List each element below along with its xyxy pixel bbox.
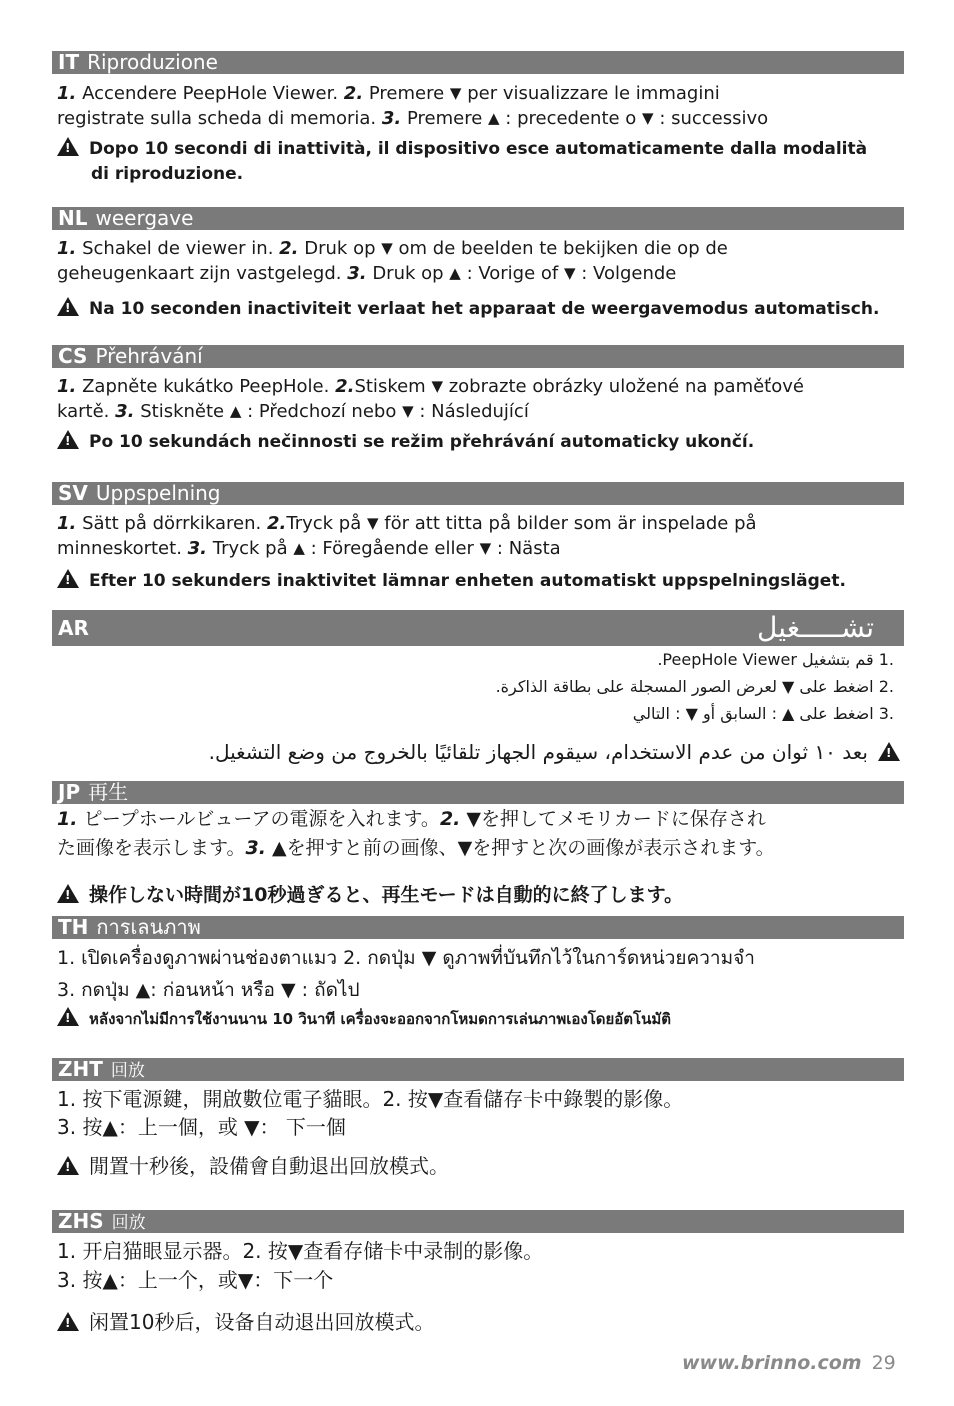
warning-icon <box>57 1007 79 1026</box>
instruction-line <box>57 836 775 860</box>
section-title: 回放 <box>111 1213 146 1233</box>
instruction-line <box>57 261 676 286</box>
section-code: IT <box>58 51 80 74</box>
text: Schakel de viewer in. <box>76 238 280 259</box>
warning-line <box>57 569 846 593</box>
instruction-line: 1. เปิดเครื่องดูภาพผ่านช่องตาแมว 2. กดปุ่ม ▼ ดูภาพที่บันทึกไว้ในการ์ดหน่วยความจำ <box>57 947 755 969</box>
section-code: TH <box>58 916 89 939</box>
text: : Volgende <box>575 263 677 284</box>
warning-line <box>57 137 867 161</box>
down-arrow-icon: ▼ <box>479 539 492 557</box>
warning-text: 閒置十秒後，設備會自動退出回放模式。 <box>89 1154 449 1178</box>
instruction-line <box>57 807 766 831</box>
down-arrow-icon: ▼ <box>366 514 379 532</box>
up-arrow-icon: ▲ <box>449 264 461 282</box>
text: geheugenkaart zijn vastgelegd. <box>57 263 348 284</box>
section-header-jp <box>52 781 904 804</box>
text: zobrazte obrázky uložené na paměťové <box>442 376 804 397</box>
text: : Vorige of <box>460 263 564 284</box>
step-number: 2. <box>266 513 287 534</box>
instruction-line: .2 اضغط على ▼ لعرض الصور المسجلة على بطاقة الذاكرة. <box>495 677 894 696</box>
step-number: 3. <box>381 108 402 129</box>
section-title: 回放 <box>110 1061 145 1081</box>
section-code: JP <box>58 781 81 804</box>
section-header-ar <box>52 610 904 646</box>
warning-icon <box>57 884 79 903</box>
warning-line <box>57 1310 434 1334</box>
text: Stiskněte <box>134 401 230 422</box>
section-code: ZHT <box>58 1058 103 1081</box>
step-number: 1. <box>57 376 77 397</box>
up-arrow-icon: ▲ <box>488 109 500 127</box>
instruction-line <box>57 374 804 399</box>
instruction-line: .3 اضغط على ▲ : السابق أو ▼ : التالي <box>632 704 894 723</box>
up-arrow-icon: ▲ <box>293 539 305 557</box>
text: per visualizzare le immagini <box>461 83 720 104</box>
warning-line <box>91 162 243 186</box>
instruction-line <box>57 399 529 424</box>
text: : successivo <box>653 108 769 129</box>
section-header-it <box>52 51 904 74</box>
warning-icon <box>57 297 79 316</box>
text: Tryck på <box>207 538 294 559</box>
section-header-zhs <box>52 1210 904 1233</box>
text: Zapněte kukátko PeepHole. <box>76 376 336 397</box>
instruction-line: 3. 按▲：上一个，或▼：下一个 <box>57 1268 334 1292</box>
instruction-line: 3. 按▲：上一個，或 ▼： 下一個 <box>57 1115 346 1139</box>
warning-line <box>209 740 900 766</box>
step-number: 2. <box>335 376 355 397</box>
text: : Föregående eller <box>304 538 480 559</box>
section-title: Přehrávání <box>95 345 203 368</box>
section-title: تشـــــغيل <box>757 611 874 644</box>
website-link[interactable]: www.brinno.com <box>682 1352 862 1374</box>
warning-icon <box>57 569 79 588</box>
step-number: 2. <box>343 83 364 104</box>
step-number: 3. <box>347 263 367 284</box>
text: Stiskem <box>354 376 432 397</box>
instruction-line: 1. 开启猫眼显示器。2. 按▼查看存储卡中录制的影像。 <box>57 1239 544 1263</box>
step-number: 2. <box>439 808 461 830</box>
instruction-line <box>57 236 728 261</box>
section-title: การเลนภาพ <box>96 916 201 939</box>
section-code: NL <box>58 207 88 230</box>
text: Premere <box>363 83 450 104</box>
text: kartě. <box>57 401 116 422</box>
text: minneskortet. <box>57 538 188 559</box>
section-header-zht <box>52 1058 904 1081</box>
text: : Nästa <box>491 538 561 559</box>
warning-text: Na 10 seconden inactiviteit verlaat het apparaat de weergavemodus automatisch. <box>89 299 880 319</box>
section-code: SV <box>58 482 88 505</box>
warning-line <box>57 883 683 907</box>
down-arrow-icon: ▼ <box>642 109 654 127</box>
warning-icon <box>878 742 900 761</box>
step-number: 2. <box>279 238 299 259</box>
text: Tryck på <box>286 513 367 534</box>
warning-text: di riproduzione. <box>91 164 244 184</box>
warning-text: 闲置10秒后，设备自动退出回放模式。 <box>89 1310 435 1334</box>
down-arrow-icon: ▼ <box>431 377 443 395</box>
step-number: 1. <box>57 238 77 259</box>
warning-line <box>57 1154 449 1178</box>
warning-text: Efter 10 sekunders inaktivitet lämnar enheten automatiskt uppspelningsläget. <box>89 571 846 591</box>
section-title: 再生 <box>88 781 129 804</box>
warning-line <box>57 430 754 454</box>
text: Accendere PeepHole Viewer. <box>76 83 344 104</box>
warning-icon <box>57 430 79 449</box>
section-header-nl <box>52 207 904 230</box>
section-title: Riproduzione <box>87 51 218 74</box>
text: ▲を押すと前の画像、▼を押すと次の画像が表示されます。 <box>265 837 775 859</box>
step-number: 1. <box>57 513 77 534</box>
text: : Následující <box>413 401 529 422</box>
section-code: ZHS <box>58 1210 104 1233</box>
text: た画像を表示します。 <box>57 837 246 859</box>
warning-text: Dopo 10 secondi di inattività, il dispositivo esce automaticamente dalla modalità <box>89 139 868 159</box>
text: för att titta på bilder som är inspelade på <box>378 513 757 534</box>
step-number: 1. <box>57 808 78 830</box>
instruction-line: 3. กดปุ่ม ▲: ก่อนหน้า หรือ ▼ : ถัดไป <box>57 979 360 1001</box>
down-arrow-icon: ▼ <box>381 239 393 257</box>
section-title: Uppspelning <box>95 482 221 505</box>
text: ピープホールビューアの電源を入れます。 <box>77 808 440 830</box>
warning-text: หลังจากไม่มีการใช้งานนาน 10 วินาที เครื่องจะออกจากโหมดการเล่นภาพเองโดยอัตโนมัติ <box>89 1010 671 1028</box>
text: : precedente o <box>499 108 643 129</box>
section-header-sv <box>52 482 904 505</box>
section-code: CS <box>58 345 88 368</box>
step-number: 3. <box>245 837 266 859</box>
instruction-line: .1 قم بتشغيل PeepHole Viewer. <box>657 650 894 669</box>
text: Druk op <box>298 238 382 259</box>
section-header-th <box>52 916 904 939</box>
step-number: 1. <box>57 83 77 104</box>
text: ▼を押してメモリカードに保存され <box>460 808 766 830</box>
text: Sätt på dörrkikaren. <box>76 513 267 534</box>
instruction-line <box>57 106 768 131</box>
section-header-cs <box>52 345 904 368</box>
warning-line <box>57 1007 671 1031</box>
instruction-line <box>57 536 561 561</box>
warning-text: Po 10 sekundách nečinnosti se režim přehrávání automaticky ukončí. <box>89 432 755 452</box>
up-arrow-icon: ▲ <box>229 402 242 420</box>
warning-icon <box>57 137 79 156</box>
instruction-line <box>57 81 720 106</box>
step-number: 3. <box>115 401 135 422</box>
page-footer <box>682 1352 896 1374</box>
text: om de beelden te bekijken die op de <box>392 238 728 259</box>
warning-icon <box>57 1156 79 1175</box>
page-number: 29 <box>871 1352 896 1374</box>
down-arrow-icon: ▼ <box>402 402 414 420</box>
section-title: weergave <box>95 207 194 230</box>
warning-line <box>57 297 879 321</box>
instruction-line: 1. 按下電源鍵，開啟數位電子貓眼。2. 按▼查看儲存卡中錄製的影像。 <box>57 1087 684 1111</box>
warning-icon <box>57 1312 79 1331</box>
down-arrow-icon: ▼ <box>563 264 576 282</box>
down-arrow-icon: ▼ <box>449 84 462 102</box>
step-number: 3. <box>187 538 208 559</box>
text: Druk op <box>366 263 450 284</box>
warning-text: 操作しない時間が10秒過ぎると、再生モードは自動的に終了します。 <box>89 884 684 906</box>
text: : Předchozí nebo <box>241 401 403 422</box>
text: Premere <box>401 108 489 129</box>
text: registrate sulla scheda di memoria. <box>57 108 382 129</box>
warning-text: بعد ١٠ ثوان من عدم الاستخدام، سيقوم الجهاز تلقائيًا بالخروج من وضع التشغيل. <box>208 740 868 764</box>
instruction-line <box>57 511 757 536</box>
section-code: AR <box>58 616 89 640</box>
